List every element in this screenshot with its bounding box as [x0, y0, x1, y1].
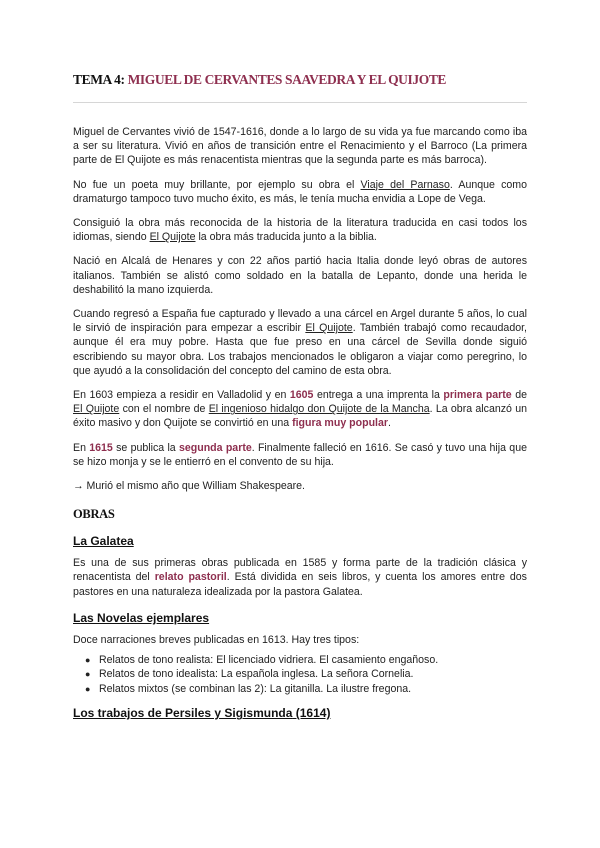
paragraph-novelas-intro: Doce narraciones breves publicadas en 1613. Hay tres tipos: — [73, 633, 360, 646]
paragraph-galatea: Es una de sus primeras obras publicada en 1585 y forma parte de la tradición clásica y renacentista del relato pastoril. Está dividida en seis libros, y cuenta los amores entre dos pastores en una naturaleza idealizada por la pastora Galatea. — [73, 557, 527, 598]
list-item: ● Relatos de tono idealista: La española inglesa. La señora Cornelia. — [85, 668, 414, 681]
bullet-icon: ● — [85, 669, 91, 680]
highlight-figura-popular: figura muy popular — [292, 417, 389, 430]
link-el-quijote[interactable]: El Quijote — [305, 322, 353, 335]
paragraph-prison: Cuando regresó a España fue capturado y llevado a una cárcel en Argel durante 5 años, lo cual le sirvió de inspiración para empezar a escribir El Quijote. También trabajó como recaudador, aunque él era muy pobre. Hasta que fue preso en una cárcel de Sevilla donde siguió escribiendo su mayor obra. Los trabajos mencionados le obligaron a viajar como peregrino, lo que ayudó a la consolidación del concepto del camino de esta obra. — [73, 308, 527, 377]
subheading-persiles: Los trabajos de Persiles y Sigismunda (1614) — [73, 706, 331, 721]
title-divider — [73, 102, 527, 103]
bullet-icon: ● — [85, 683, 91, 694]
highlight-primera-parte: primera parte — [443, 389, 512, 402]
title-main: MIGUEL DE CERVANTES SAAVEDRA Y EL QUIJOTE — [127, 72, 447, 87]
link-el-quijote[interactable]: El Quijote — [149, 231, 196, 244]
paragraph-quijote-fame: Consiguió la obra más reconocida de la historia de la literatura traducida en casi todos los idiomas, siendo El Quijote la obra más traducida junto a la biblia. — [73, 217, 527, 244]
paragraph-shakespeare: → Murió el mismo año que William Shakespeare. — [73, 480, 305, 493]
subheading-novelas: Las Novelas ejemplares — [73, 610, 210, 625]
highlight-1615: 1615 — [89, 441, 113, 454]
link-viaje-parnaso[interactable]: Viaje del Parnaso — [360, 178, 450, 191]
novelas-list — [73, 653, 527, 696]
list-item: ● Relatos mixtos (se combinan las 2): La gitanilla. La ilustre fregona. — [85, 682, 412, 695]
paragraph-intro: Miguel de Cervantes vivió de 1547-1616, donde a lo largo de su vida ya fue marcando como iba a ser su literatura. Vivió en años de transición entre el Renacimiento y el Barroco (La primera parte de El Quijote es más renacentista mientras que la segunda parte es más barroca). — [73, 126, 527, 167]
persiles-year: (1614) — [292, 706, 331, 721]
page-title — [73, 0, 527, 88]
paragraph-second-part: En 1615 se publica la segunda parte. Finalmente falleció en 1616. Se casó y tuvo una hija que se hizo monja y se le entierró en el convento de su hija. — [73, 441, 527, 468]
paragraph-first-part: En 1603 empieza a residir en Valladolid y en 1605 entrega a una imprenta la primera parte de El Quijote con el nombre de El ingenioso hidalgo don Quijote de la Mancha. La obra alcanzó un éxito masivo y don Quijote se convirtió en una figura muy popular. — [73, 389, 527, 430]
paragraph-poet: No fue un poeta muy brillante, por ejemplo su obra el Viaje del Parnaso. Aunque como dramaturgo tampoco tuvo mucho éxito, es más, le tenía mucha envidia a Lope de Vega. — [73, 178, 527, 205]
subheading-galatea: La Galatea — [73, 534, 134, 549]
paragraph-birth: Nació en Alcalá de Henares y con 22 años partió hacia Italia donde leyó obras de autores italianos. También se alistó como soldado en la batalla de Lepanto, donde una herida le deshabilitó la mano izquierda. — [73, 255, 527, 296]
link-ingenioso-hidalgo[interactable]: El ingenioso hidalgo don Quijote de la Mancha — [208, 403, 430, 416]
highlight-relato-pastoril: relato pastoril — [154, 571, 227, 584]
title-prefix: TEMA 4: — [73, 72, 125, 87]
list-item: ● Relatos de tono realista: El licenciado vidriera. El casamiento engañoso. — [85, 654, 439, 667]
bullet-icon: ● — [85, 655, 91, 666]
link-el-quijote[interactable]: El Quijote — [73, 403, 120, 416]
highlight-segunda-parte: segunda parte — [178, 441, 252, 454]
highlight-1605: 1605 — [289, 389, 314, 402]
section-heading-obras: OBRAS — [73, 507, 115, 522]
